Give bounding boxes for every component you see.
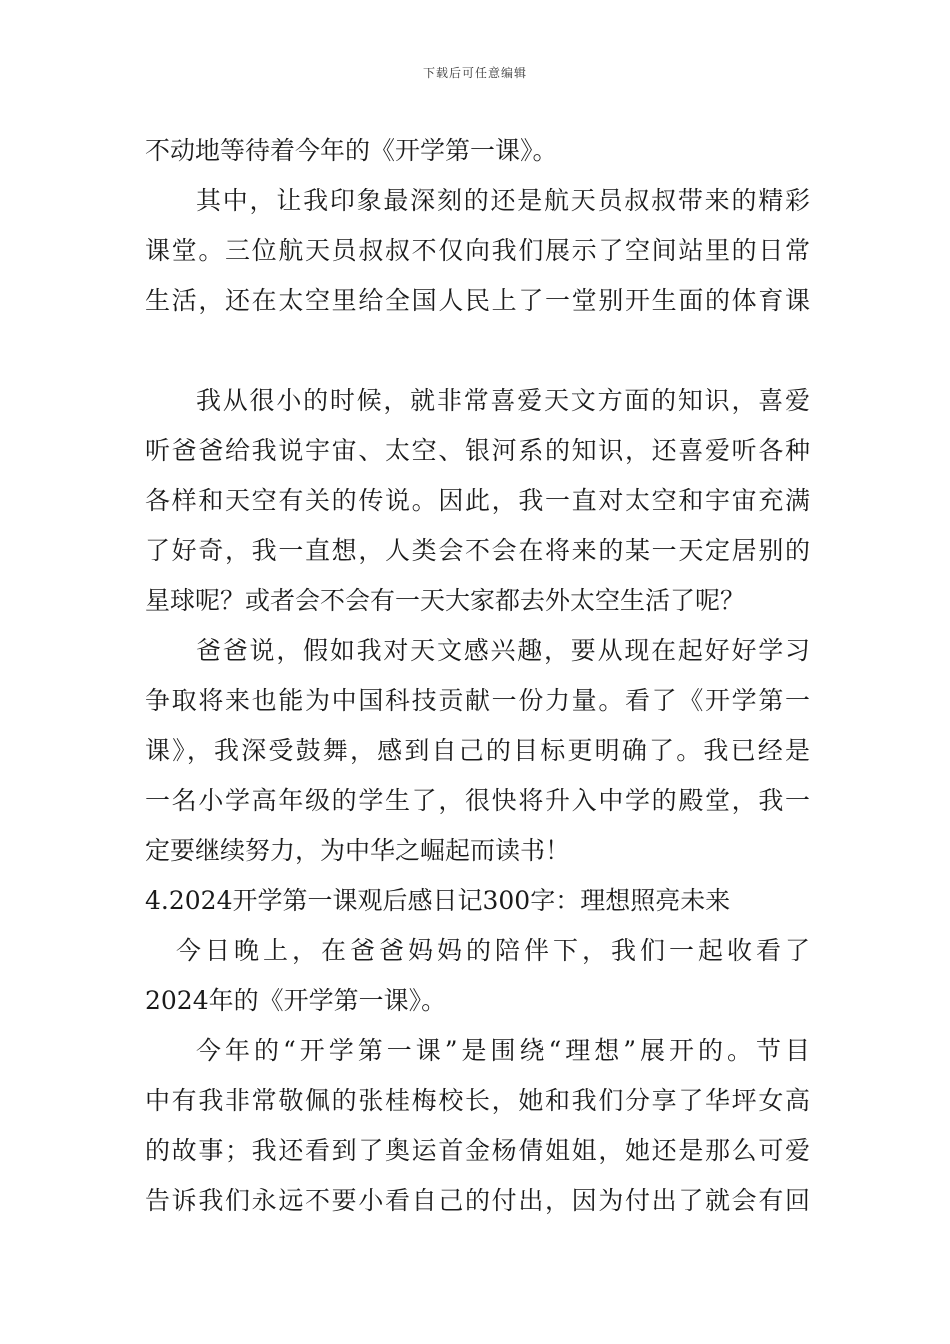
text-line: 的故事；我还看到了奥运首金杨倩姐姐，她还是那么可爱 (145, 1136, 810, 1165)
text-line: 一名小学高年级的学生了，很快将升入中学的殿堂，我一 (145, 786, 810, 815)
text-line: 星球呢？或者会不会有一天大家都去外太空生活了呢？ (145, 586, 746, 615)
section-heading: 4.2024开学第一课观后感日记300字：理想照亮未来 (145, 886, 731, 915)
text-line: 了好奇，我一直想，人类会不会在将来的某一天定居别的 (145, 536, 810, 565)
text-line: 我从很小的时候，就非常喜爱天文方面的知识，喜爱 (196, 386, 810, 415)
text-line: 告诉我们永远不要小看自己的付出，因为付出了就会有回 (145, 1186, 810, 1215)
text-line: 不动地等待着今年的《开学第一课》。 (145, 136, 558, 165)
text-line: 中有我非常敬佩的张桂梅校长，她和我们分享了华坪女高 (145, 1086, 810, 1115)
text-line: 今日晚上，在爸爸妈妈的陪伴下，我们一起收看了 (176, 936, 810, 965)
text-line: 爸爸说，假如我对天文感兴趣，要从现在起好好学习 (196, 636, 810, 665)
text-line: 争取将来也能为中国科技贡献一份力量。看了《开学第一 (145, 686, 810, 715)
text-line: 课堂。三位航天员叔叔不仅向我们展示了空间站里的日常 (145, 236, 810, 265)
text-line: 2024年的《开学第一课》。 (145, 986, 447, 1015)
text-line: 课》，我深受鼓舞，感到自己的目标更明确了。我已经是 (145, 736, 810, 765)
text-line: 生活，还在太空里给全国人民上了一堂别开生面的体育课 (145, 286, 810, 315)
page-header-note: 下载后可任意编辑 (422, 66, 527, 80)
text-line: 定要继续努力，为中华之崛起而读书！ (145, 836, 571, 865)
text-line: 其中，让我印象最深刻的还是航天员叔叔带来的精彩 (196, 186, 810, 215)
text-line: 各样和天空有关的传说。因此，我一直对太空和宇宙充满 (145, 486, 810, 515)
text-line: 今年的“开学第一课”是围绕“理想”展开的。节目 (196, 1036, 810, 1065)
text-line: 听爸爸给我说宇宙、太空、银河系的知识，还喜爱听各种 (145, 436, 810, 465)
